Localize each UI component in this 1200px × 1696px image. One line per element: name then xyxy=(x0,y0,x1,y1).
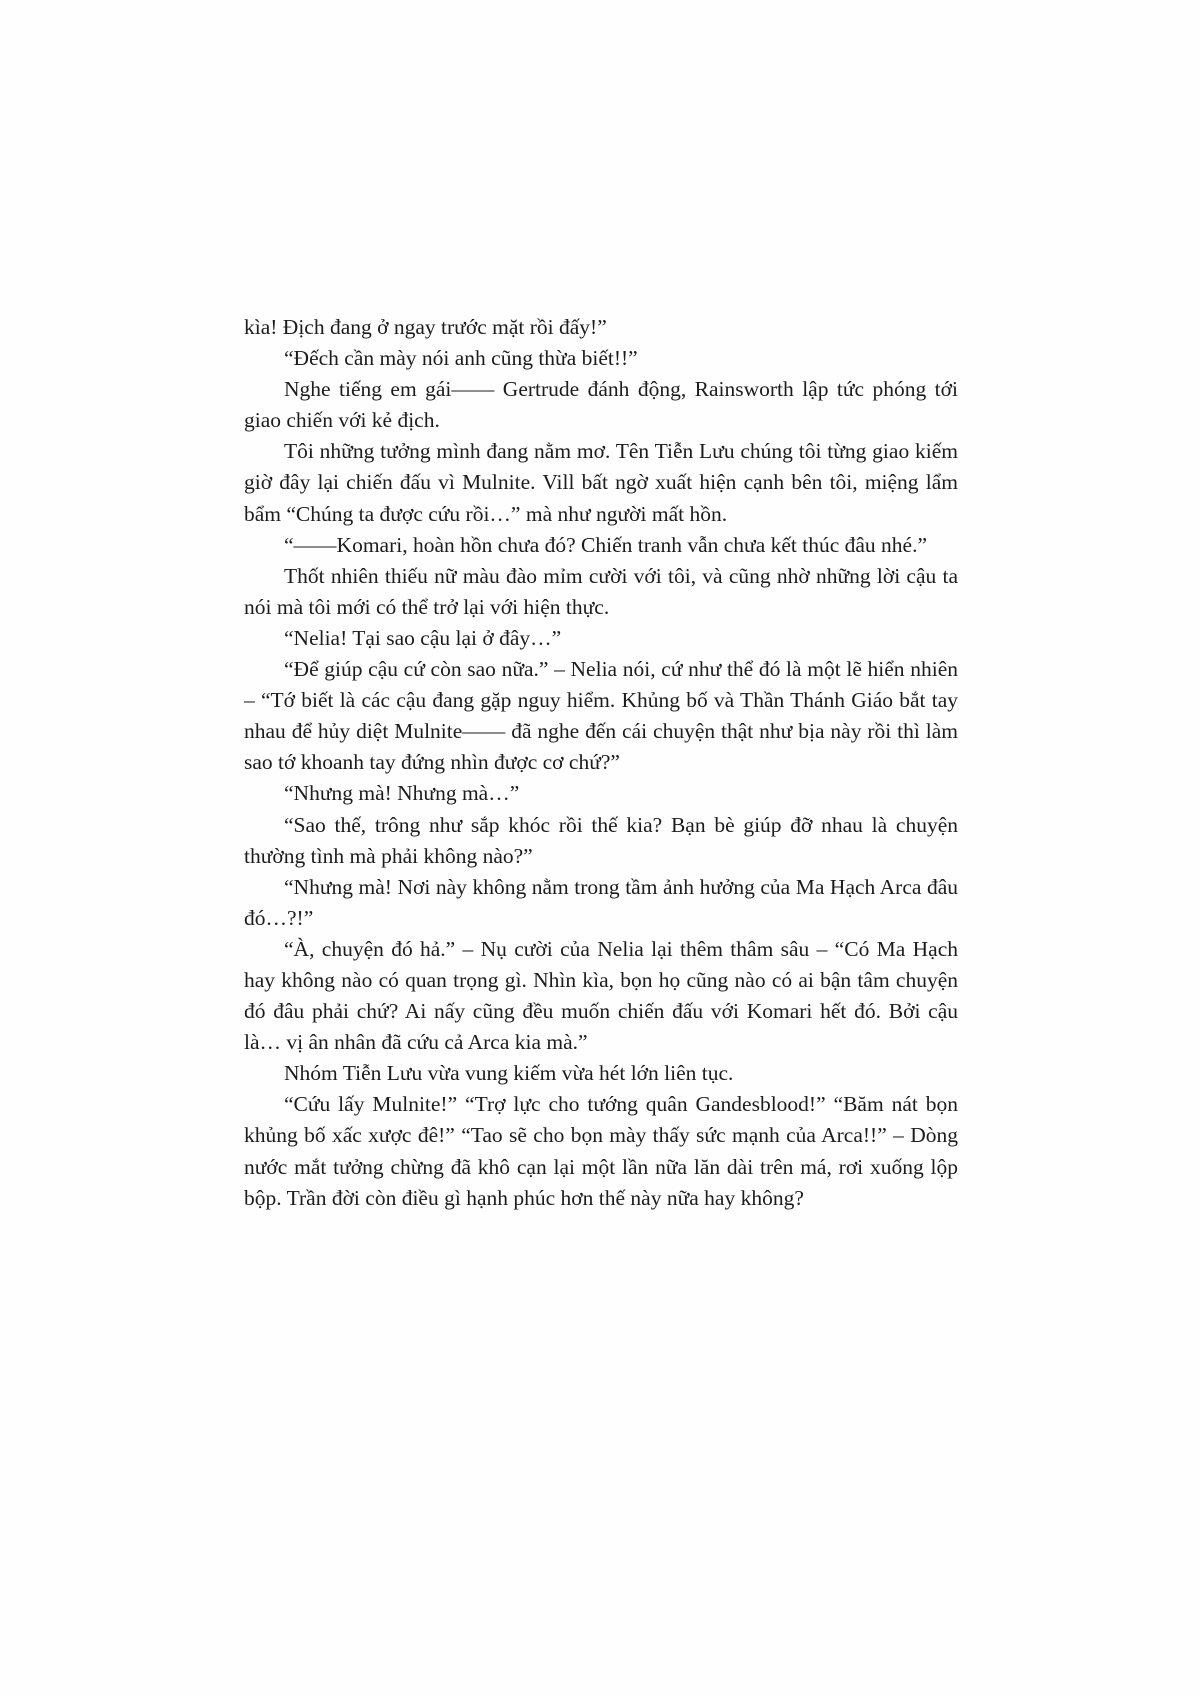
paragraph: “Để giúp cậu cứ còn sao nữa.” – Nelia nói, cứ như thể đó là một lẽ hiển nhiên – “Tớ biết là các cậu đang gặp nguy hiểm. Khủng bố và Thần Thánh Giáo bắt tay nhau để hủy diệt Mulnite—— đã nghe đến cái chuyện thật như bịa này rồi thì làm sao tớ khoanh tay đứng nhìn được cơ chứ?” xyxy=(244,657,958,775)
paragraph: kìa! Địch đang ở ngay trước mặt rồi đấy!” xyxy=(244,315,607,339)
paragraph: Nghe tiếng em gái—— Gertrude đánh động, Rainsworth lập tức phóng tới giao chiến với kẻ địch. xyxy=(244,377,958,433)
paragraph: “——Komari, hoàn hồn chưa đó? Chiến tranh vẫn chưa kết thúc đâu nhé.” xyxy=(284,532,928,557)
paragraph: “À, chuyện đó hả.” – Nụ cười của Nelia lại thêm thâm sâu – “Có Ma Hạch hay không nào có quan trọng gì. Nhìn kìa, bọn họ cũng nào có ai bận tâm chuyện đó đâu phải chứ? Ai nấy cũng đều muốn chiến đấu với Komari hết đó. Bởi cậu là… vị ân nhân đã cứu cả Arca kia mà.” xyxy=(244,936,958,1055)
paragraph: “Sao thế, trông như sắp khóc rồi thế kia? Bạn bè giúp đỡ nhau là chuyện thường tình mà phải không nào?” xyxy=(244,812,958,868)
paragraph: Tôi những tưởng mình đang nằm mơ. Tên Tiễn Lưu chúng tôi từng giao kiếm giờ đây lại chiến đấu vì Mulnite. Vill bất ngờ xuất hiện cạnh bên tôi, miệng lẩm bẩm “Chúng ta được cứu rồi…” mà như người mất hồn. xyxy=(244,439,958,526)
paragraph: “Cứu lấy Mulnite!” “Trợ lực cho tướng quân Gandesblood!” “Băm nát bọn khủng bố xấc xược đê!” “Tao sẽ cho bọn mày thấy sức mạnh của Arca!!” – Dòng nước mắt tưởng chừng đã khô cạn lại một lần nữa lăn dài trên má, rơi xuống lộp bộp. Trần đời còn điều gì hạnh phúc hơn thế này nữa hay không? xyxy=(244,1092,958,1210)
paragraph: “Đếch cần mày nói anh cũng thừa biết!!” xyxy=(284,346,638,371)
body-text xyxy=(244,312,958,1214)
paragraph: “Nhưng mà! Nơi này không nằm trong tầm ảnh hưởng của Ma Hạch Arca đâu đó…?!” xyxy=(244,874,958,930)
paragraph: Thốt nhiên thiếu nữ màu đào mỉm cười với tôi, và cũng nhờ những lời cậu ta nói mà tôi mới có thể trở lại với hiện thực. xyxy=(244,563,958,619)
paragraph: “Nhưng mà! Nhưng mà…” xyxy=(284,781,520,806)
paragraph: “Nelia! Tại sao cậu lại ở đây…” xyxy=(284,625,562,650)
paragraph: Nhóm Tiễn Lưu vừa vung kiếm vừa hét lớn liên tục. xyxy=(284,1061,734,1086)
